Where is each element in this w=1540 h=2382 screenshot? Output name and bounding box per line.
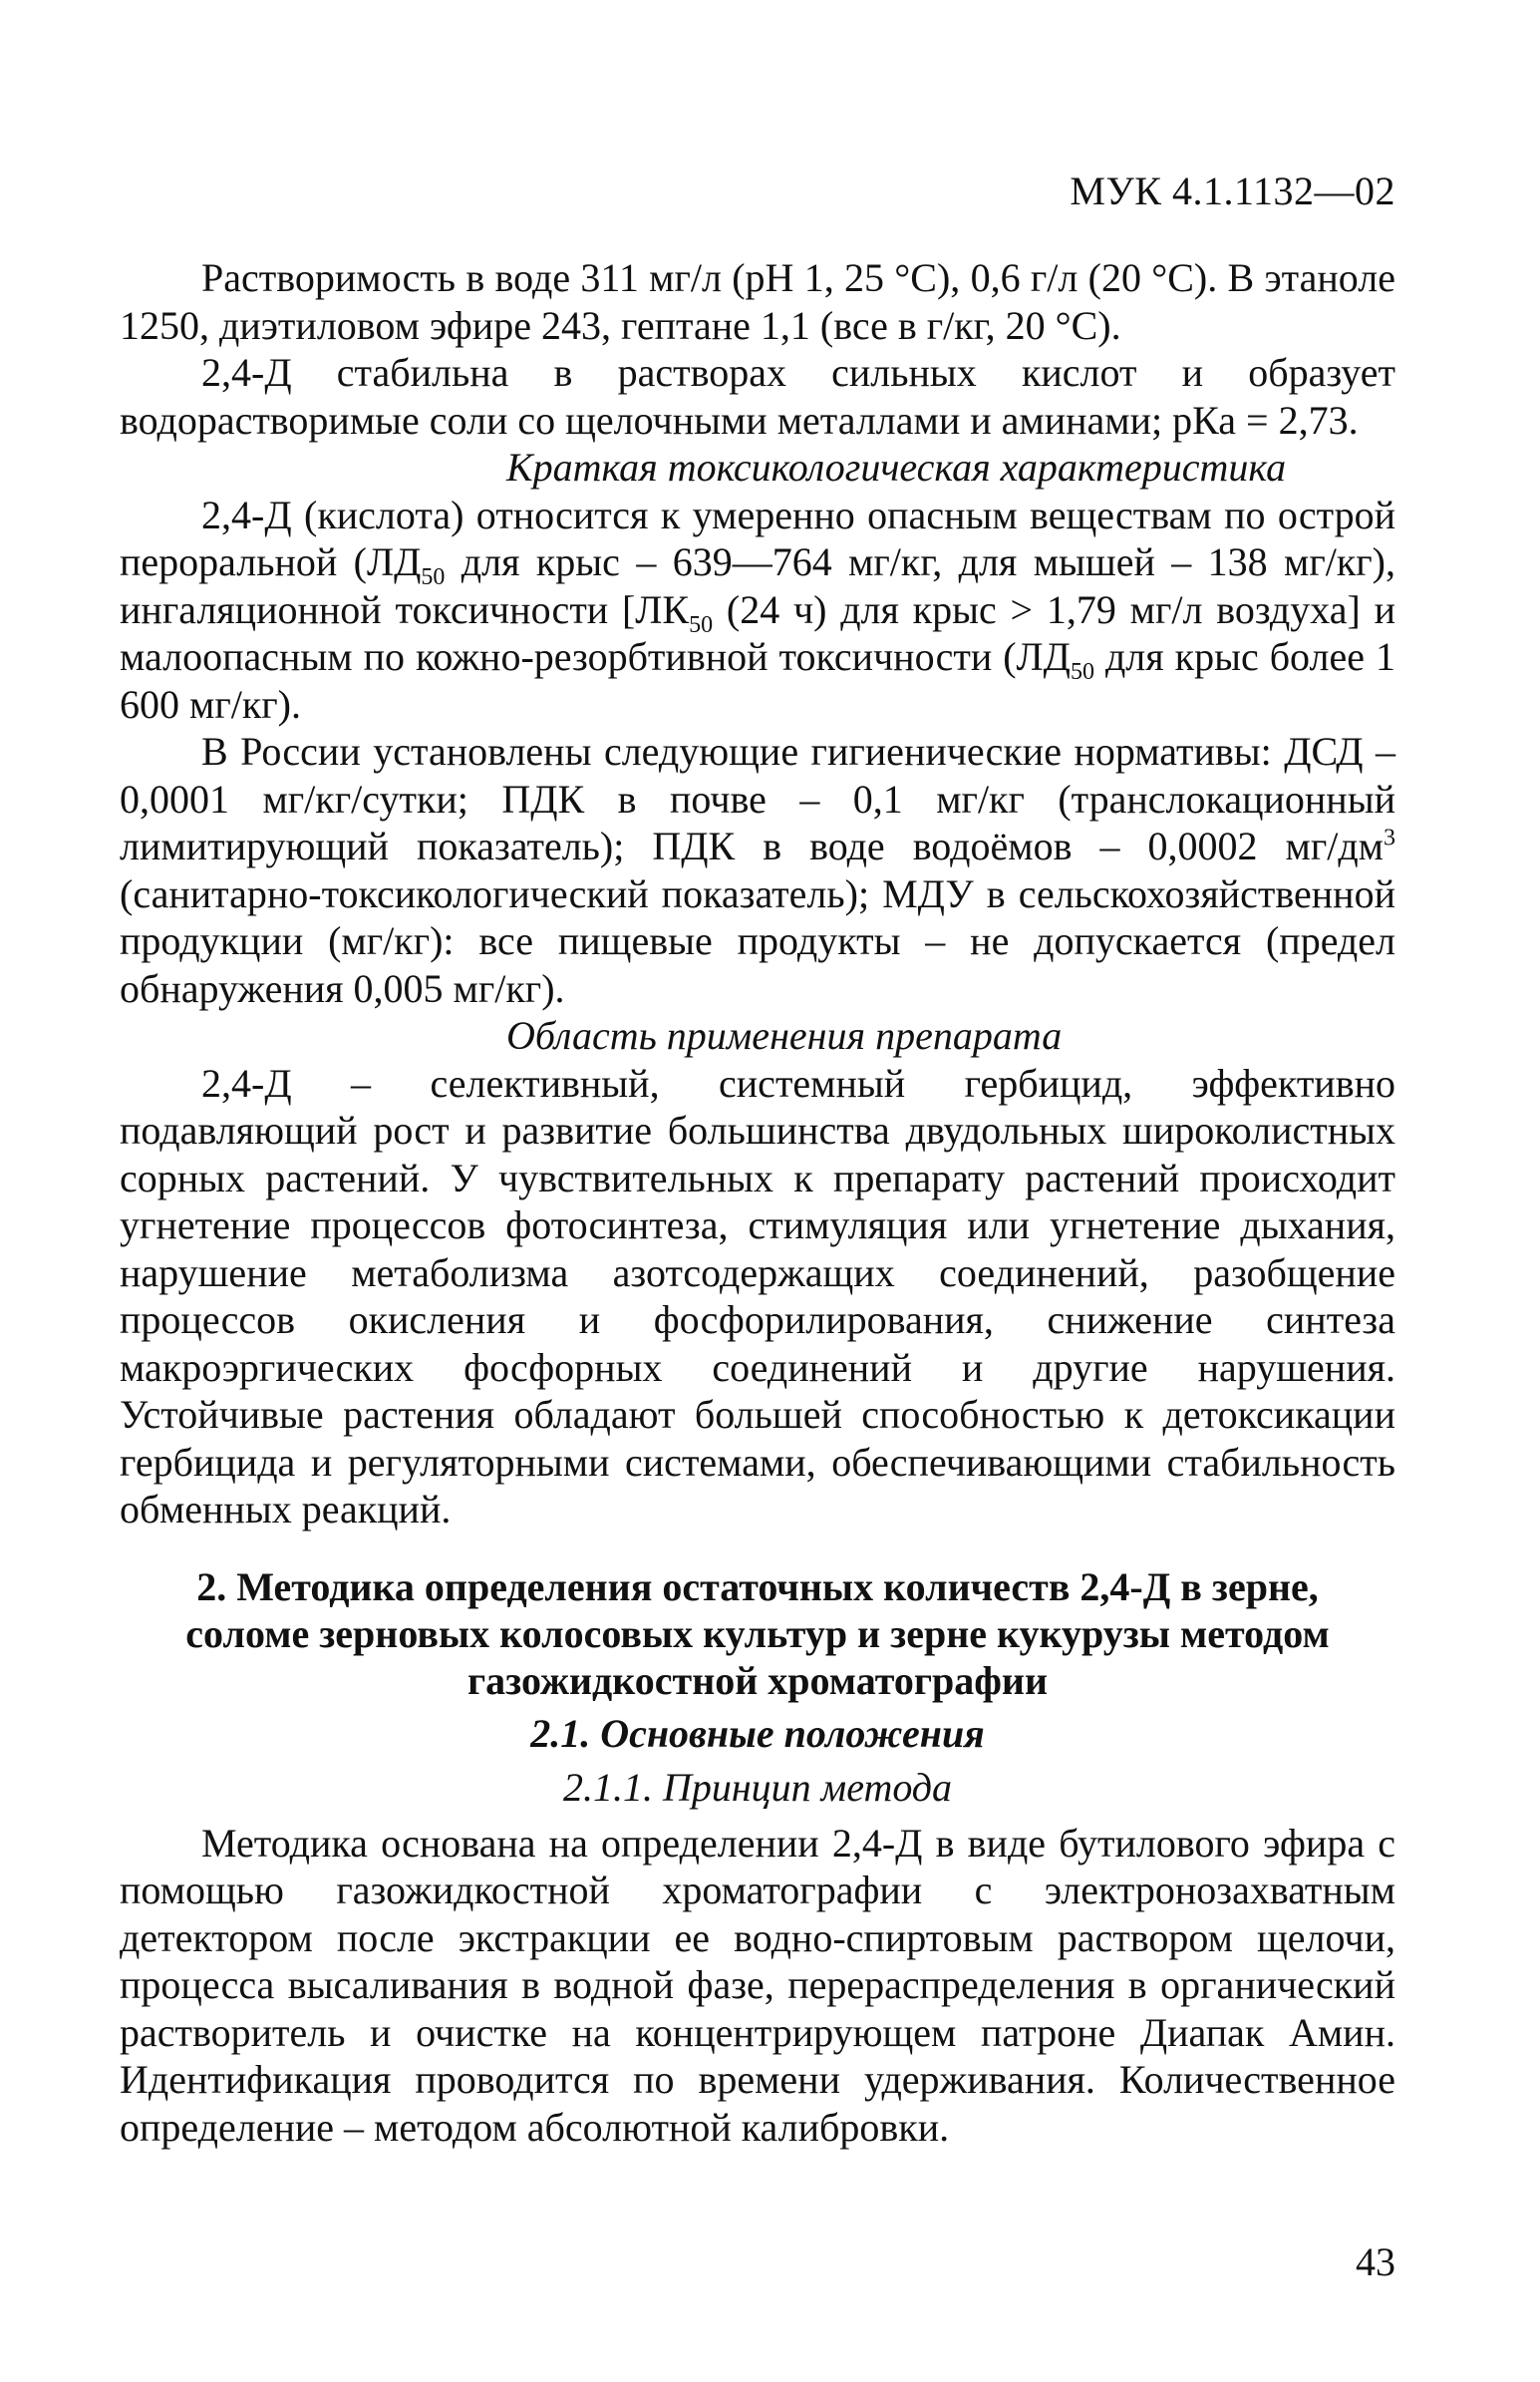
toxicity-text-b: для крыс – 639—764 мг/кг, для мышей – 138 мг/кг), ингаляционной токсичности [ЛК	[120, 539, 1395, 632]
subsubsection-title: 2.1.1. Принцип метода	[562, 1764, 953, 1810]
heading-application-area: Область применения препарата	[506, 1013, 1063, 1058]
superscript-dm3: 3	[1384, 825, 1395, 851]
paragraph-norms	[120, 728, 1395, 1012]
subscript-lk50: 50	[689, 611, 714, 638]
page-body	[120, 254, 1395, 2151]
heading-toxicology: Краткая токсикологическая характеристика	[506, 445, 1287, 490]
subsection-title: 2.1. Основные положения	[530, 1710, 985, 1756]
section-title: 2. Методика определения остаточных количеств 2,4-Д в зерне, соломе зерновых колосовых культур и зерне кукурузы методом газожидкостной хроматографии	[185, 1563, 1330, 1703]
paragraph-toxicity	[120, 492, 1395, 729]
toxicity-text-c: (24 ч) для крыс > 1,79 мг/л воздуха] и малоопасным по кожно-резорбтивной токсичности (ЛД	[120, 586, 1395, 679]
paragraph-solubility: Растворимость в воде 311 мг/л (pH 1, 25 °С), 0,6 г/л (20 °С). В этаноле 1250, диэтиловом эфире 243, гептане 1,1 (все в г/кг, 20 °С).	[120, 255, 1395, 348]
page-number: 43	[1356, 2239, 1395, 2284]
norms-text-b: (санитарно-токсикологический показатель); МДУ в сельскохозяйственной продукции (мг/кг): все пищевые продукты – не допускается (предел обнаружения 0,005 мг/кг).	[120, 870, 1395, 1011]
paragraph-herbicide: 2,4-Д – селективный, системный гербицид, эффективно подавляющий рост и развитие большинства двудольных широколистных сорных растений. У чувствительных к препарату растений происходит угнетение процессов фотосинтеза, стимуляция или угнетение дыхания, нарушение метаболизма азотсодержащих соединений, разобщение процессов окисления и фосфорилирования, снижение синтеза макроэргических фосфорных соединений и другие нарушения. Устойчивые растения обладают большей способностью к детоксикации гербицида и регуляторными системами, обеспечивающими стабильность обменных реакций.	[120, 1060, 1395, 1531]
subscript-ld50-1: 50	[421, 564, 446, 590]
toxicity-text-a: 2,4-Д (кислота) относится к умеренно опасным веществам по острой пероральной (ЛД	[120, 492, 1395, 584]
subscript-ld50-2: 50	[1070, 659, 1094, 685]
document-code: МУК 4.1.1132—02	[1070, 169, 1395, 213]
toxicity-text-d: для крыс более 1 600 мг/кг).	[120, 634, 1395, 727]
paragraph-method-principle: Методика основана на определении 2,4-Д в виде бутилового эфира с помощью газожидкостной хроматографии с электронозахватным детектором после экстракции ее водно-спиртовым раствором щелочи, процесса высаливания в водной фазе, перераспределения в органический растворитель и очистке на концентрирующем патроне Диапак Амин. Идентификация проводится по времени удерживания. Количественное определение – методом абсолютной калибровки.	[120, 1820, 1395, 2150]
paragraph-stability: 2,4-Д стабильна в растворах сильных кислот и образует водорастворимые соли со щелочными металлами и аминами; рКа = 2,73.	[120, 350, 1395, 443]
norms-text-a: В России установлены следующие гигиенические нормативы: ДСД – 0,0001 мг/кг/сутки; ПДК в почве – 0,1 мг/кг (транслокационный лимитирующий показатель); ПДК в воде водоёмов – 0,0002 мг/дм	[120, 729, 1395, 868]
